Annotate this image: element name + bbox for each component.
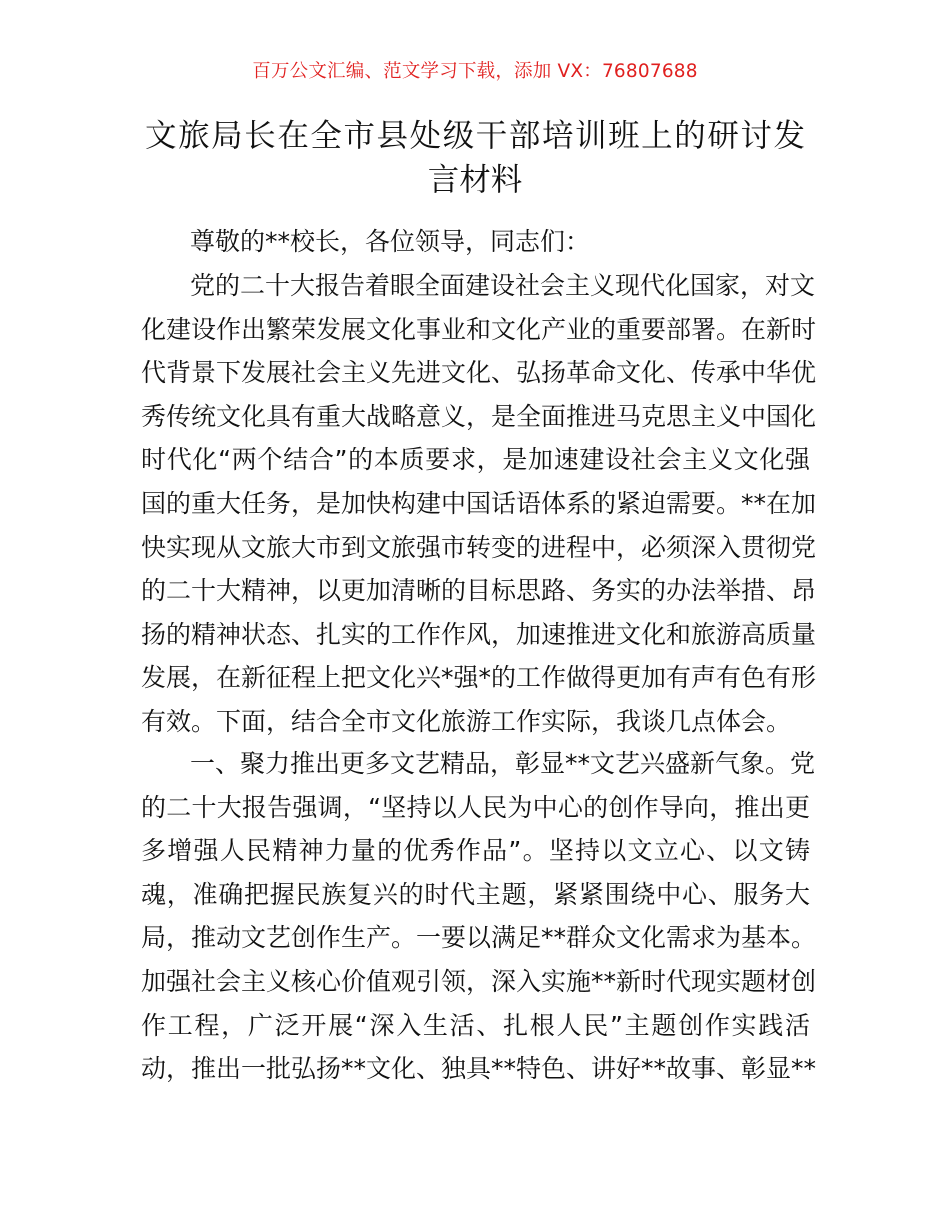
paragraph-1-line: 的二十大精神，以更加清晰的目标思路、务实的办法举措、昂 bbox=[141, 576, 817, 606]
paragraph-1-line: 化建设作出繁荣发展文化事业和文化产业的重要部署。在新时 bbox=[141, 314, 817, 344]
salutation: 尊敬的**校长，各位领导，同志们： bbox=[190, 227, 591, 256]
paragraph-1-line: 秀传统文化具有重大战略意义，是全面推进马克思主义中国化 bbox=[141, 401, 817, 431]
paragraph-1-line: 快实现从文旅大市到文旅强市转变的进程中，必须深入贯彻党 bbox=[141, 532, 817, 562]
paragraph-2-line: 多增强人民精神力量的优秀作品”。坚持以文立心、以文铸 bbox=[141, 836, 810, 866]
paragraph-2-line: 局，推动文艺创作生产。一要以满足**群众文化需求为基本。 bbox=[141, 923, 817, 953]
watermark-header: 百万公文汇编、范文学习下载，添加 VX：76807688 bbox=[252, 61, 698, 82]
paragraph-1-line: 有效。下面，结合全市文化旅游工作实际，我谈几点体会。 bbox=[141, 707, 792, 736]
paragraph-2-line: 加强社会主义核心价值观引领，深入实施**新时代现实题材创 bbox=[141, 967, 817, 996]
paragraph-1-line: 代背景下发展社会主义先进文化、弘扬革命文化、传承中华优 bbox=[141, 358, 817, 388]
paragraph-1-line: 时代化“两个结合”的本质要求，是加速建设社会主义文化强 bbox=[141, 445, 810, 475]
paragraph-2-line: 动，推出一批弘扬**文化、独具**特色、讲好**故事、彰显** bbox=[141, 1054, 817, 1084]
paragraph-1-line: 国的重大任务，是加快构建中国话语体系的紧迫需要。**在加 bbox=[141, 489, 817, 518]
paragraph-2-line: 一、聚力推出更多文艺精品，彰显**文艺兴盛新气象。党 bbox=[190, 749, 816, 778]
paragraph-2-line: 作工程，广泛开展“深入生活、扎根人民”主题创作实践活 bbox=[141, 1010, 810, 1040]
document-title-line-2: 言材料 bbox=[427, 162, 523, 198]
paragraph-1-line: 扬的精神状态、扎实的工作作风，加速推进文化和旅游高质量 bbox=[141, 619, 817, 649]
paragraph-2-line: 魂，准确把握民族复兴的时代主题，紧紧围绕中心、服务大 bbox=[141, 879, 810, 909]
paragraph-2-line: 的二十大报告强调，“坚持以人民为中心的创作导向，推出更 bbox=[141, 792, 810, 822]
paragraph-1-line: 党的二十大报告着眼全面建设社会主义现代化国家，对文 bbox=[190, 271, 816, 300]
paragraph-1-line: 发展，在新征程上把文化兴*强*的工作做得更加有声有色有形 bbox=[141, 663, 817, 693]
document-title-line-1: 文旅局长在全市县处级干部培训班上的研讨发 bbox=[145, 118, 805, 154]
